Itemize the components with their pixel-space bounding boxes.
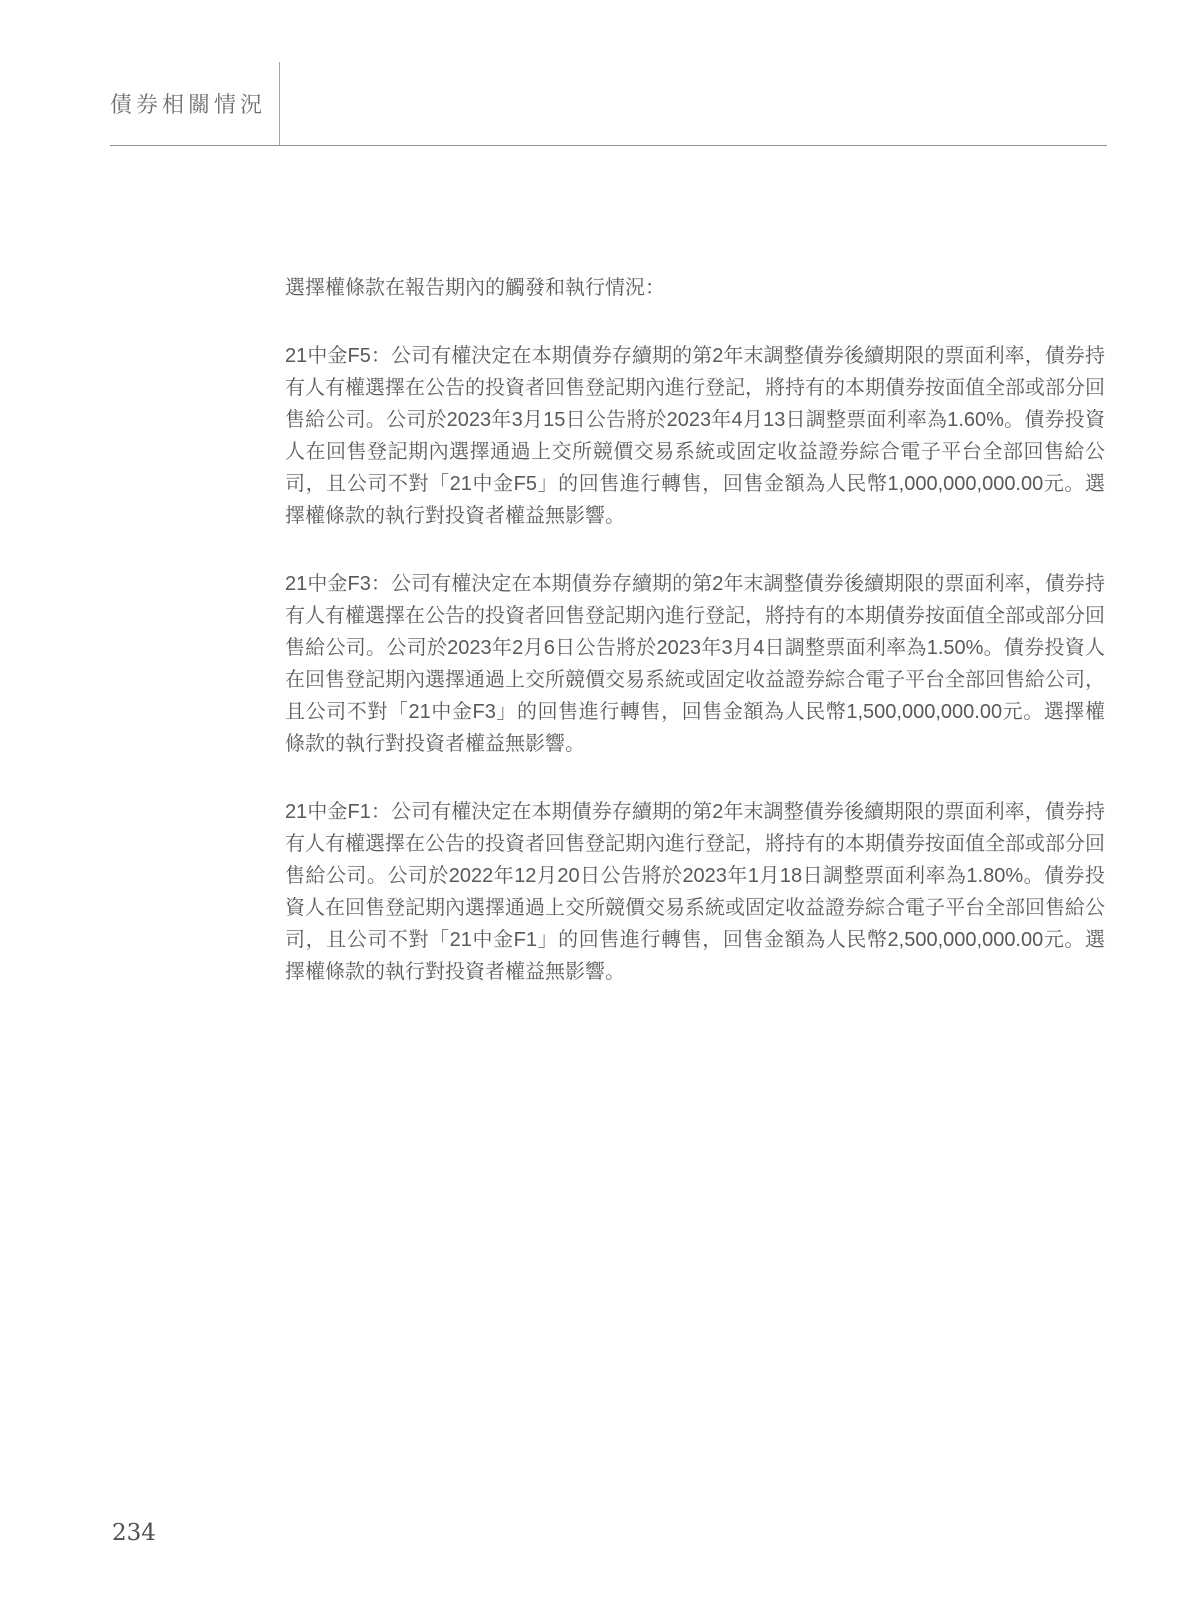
header-horizontal-rule [110, 145, 1107, 146]
paragraph-bond-21zhongjin-f1: 21中金F1：公司有權決定在本期債券存續期的第2年末調整債券後續期限的票面利率，債券持有人有權選擇在公告的投資者回售登記期內進行登記，將持有的本期債券按面值全部或部分回售給公司。公司於2022年12月20日公告將於2023年1月18日調整票面利率為1.80%。債券投資人在回售登記期內選擇通過上交所競價交易系統或固定收益證券綜合電子平台全部回售給公司，且公司不對「21中金F1」的回售進行轉售，回售金額為人民幣2,500,000,000.00元。選擇權條款的執行對投資者權益無影響。 [285, 801, 1105, 983]
paragraph-bond-21zhongjin-f3: 21中金F3：公司有權決定在本期債券存續期的第2年末調整債券後續期限的票面利率，債券持有人有權選擇在公告的投資者回售登記期內進行登記，將持有的本期債券按面值全部或部分回售給公司。公司於2023年2月6日公告將於2023年3月4日調整票面利率為1.50%。債券投資人在回售登記期內選擇通過上交所競價交易系統或固定收益證券綜合電子平台全部回售給公司，且公司不對「21中金F3」的回售進行轉售，回售金額為人民幣1,500,000,000.00元。選擇權條款的執行對投資者權益無影響。 [285, 573, 1105, 755]
section-title: 債券相關情況 [110, 92, 267, 117]
intro-line: 選擇權條款在報告期內的觸發和執行情況： [285, 277, 665, 299]
section-content [285, 272, 1105, 988]
paragraph-bond-21zhongjin-f5: 21中金F5：公司有權決定在本期債券存續期的第2年末調整債券後續期限的票面利率，債券持有人有權選擇在公告的投資者回售登記期內進行登記，將持有的本期債券按面值全部或部分回售給公司。公司於2023年3月15日公告將於2023年4月13日調整票面利率為1.60%。債券投資人在回售登記期內選擇通過上交所競價交易系統或固定收益證券綜合電子平台全部回售給公司，且公司不對「21中金F5」的回售進行轉售，回售金額為人民幣1,000,000,000.00元。選擇權條款的執行對投資者權益無影響。 [285, 345, 1105, 527]
header-vertical-divider [279, 62, 280, 146]
page-number: 234 [112, 1520, 156, 1546]
